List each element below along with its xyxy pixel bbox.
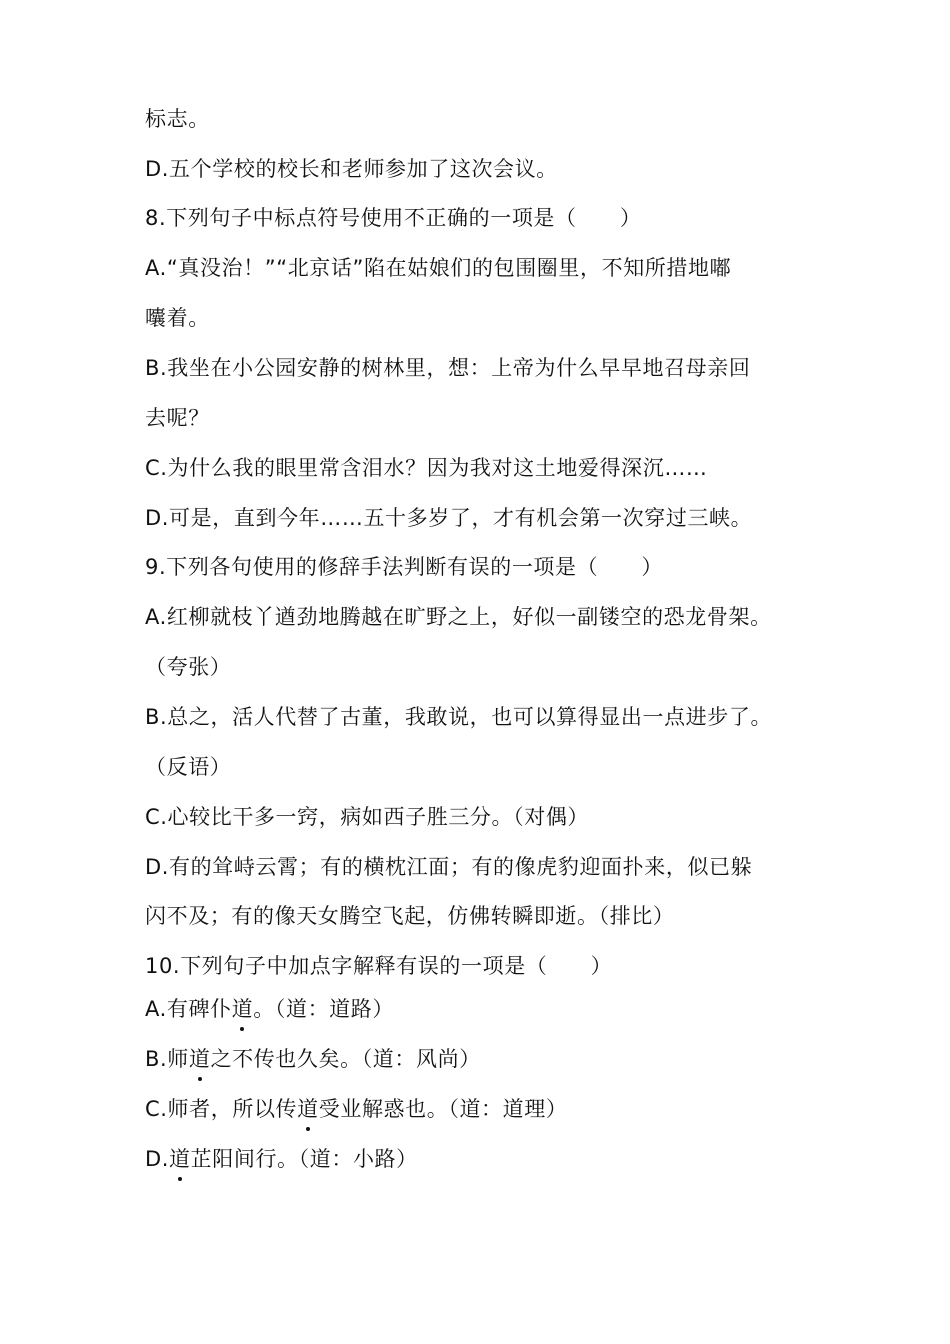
option-text: 之不传也久矣。（道：风尚） xyxy=(210,1047,481,1071)
q10-option-c xyxy=(145,1095,910,1123)
dotted-character: 道 xyxy=(169,1147,191,1171)
dotted-character: 道 xyxy=(231,997,254,1021)
option-text: 芷阳间行。（道：小路） xyxy=(190,1147,418,1171)
q9-option-b: B.总之，活人代替了古董，我敢说，也可以算得显出一点进步了。 xyxy=(145,705,773,729)
q9-option-c: C.心较比干多一窍，病如西子胜三分。（对偶） xyxy=(145,805,590,829)
q8-option-b: B.我坐在小公园安静的树林里，想：上帝为什么早早地召母亲回 xyxy=(145,356,751,380)
q8-option-a: A.“真没治！”“北京话”陷在姑娘们的包围圈里，不知所措地嘟 xyxy=(145,256,732,280)
q8-option-b-cont: 去呢？ xyxy=(145,406,210,430)
text-line: 标志。 xyxy=(145,107,210,131)
q9-option-a: A.红柳就枝丫遒劲地腾越在旷野之上，好似一副镂空的恐龙骨架。 xyxy=(145,605,772,629)
q10-option-a xyxy=(145,995,910,1023)
option-text: C.师者，所以传 xyxy=(145,1097,298,1121)
option-text: 受业解惑也。（道：道理） xyxy=(318,1097,568,1121)
question-8-stem: 8.下列句子中标点符号使用不正确的一项是（ ） xyxy=(145,206,642,230)
option-text: 。（道：道路） xyxy=(253,997,394,1021)
dotted-character: 道 xyxy=(297,1097,319,1121)
q10-option-d xyxy=(145,1145,910,1173)
question-9-stem: 9.下列各句使用的修辞手法判断有误的一项是（ ） xyxy=(145,555,664,579)
q8-option-a-cont: 囔着。 xyxy=(145,306,210,330)
option-text: A.有碑仆 xyxy=(145,997,232,1021)
option-text: D. xyxy=(145,1147,170,1171)
q8-option-d: D.可是，直到今年……五十多岁了，才有机会第一次穿过三峡。 xyxy=(145,506,753,530)
q7-option-d: D.五个学校的校长和老师参加了这次会议。 xyxy=(145,157,558,181)
q9-option-b-cont: （反语） xyxy=(145,755,232,779)
question-10-stem: 10.下列句子中加点字解释有误的一项是（ ） xyxy=(145,954,613,978)
q10-option-b xyxy=(145,1045,910,1073)
q8-option-c: C.为什么我的眼里常含泪水？因为我对这土地爱得深沉…… xyxy=(145,456,708,480)
q9-option-a-cont: （夸张） xyxy=(145,655,232,679)
option-text: B.师 xyxy=(145,1047,189,1071)
q9-option-d-cont: 闪不及；有的像天女腾空飞起，仿佛转瞬即逝。（排比） xyxy=(145,904,675,928)
q9-option-d: D.有的耸峙云霄；有的横枕江面；有的像虎豹迎面扑来，似已躲 xyxy=(145,855,753,879)
dotted-character: 道 xyxy=(188,1047,211,1071)
